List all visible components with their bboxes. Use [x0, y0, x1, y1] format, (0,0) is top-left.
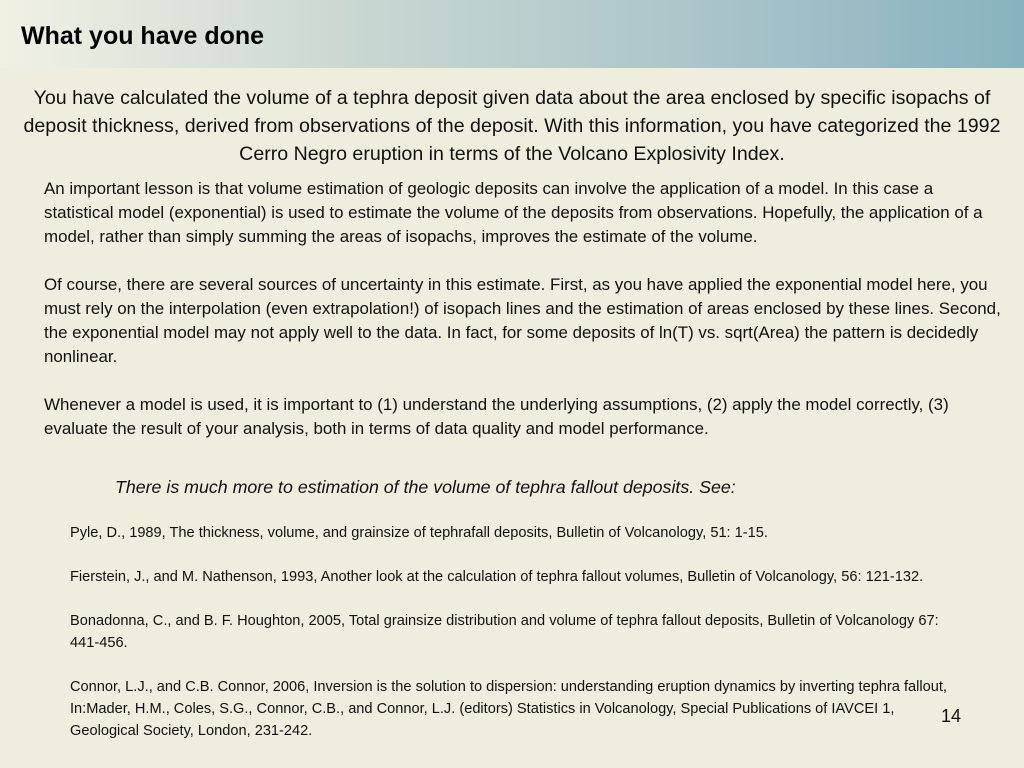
paragraph-uncertainty: Of course, there are several sources of uncertainty in this estimate. First, as you have applied the exponential model here, you must rely on the interpolation (even extrapolation!) of isopach lines and the estimation of areas enclosed by these lines. Second, the exponential model may not apply well to the data. In fact, for some deposits of ln(T) vs. sqrt(Area) the pattern is decidedly nonlinear. — [44, 275, 1001, 366]
slide-title: What you have done — [21, 22, 265, 50]
paragraph-model-use: Whenever a model is used, it is important to (1) understand the underlying assumptions, (2) apply the model correctly, (3) evaluate the result of your analysis, both in terms of data quality and model performance. — [44, 395, 949, 438]
see-more-note: There is much more to estimation of the volume of tephra fallout deposits. See: — [115, 477, 736, 497]
reference-item: Pyle, D., 1989, The thickness, volume, and grainsize of tephrafall deposits, Bulletin of Volcanology, 51: 1-15. — [70, 525, 768, 541]
reference-list — [70, 522, 950, 764]
reference-item: Connor, L.J., and C.B. Connor, 2006, Inversion is the solution to dispersion: understanding eruption dynamics by inverting tephra fallout, In:Mader, H.M., Coles, S.G., Connor, C.B., and Connor, L.J. (editors) Statistics in Volcanology, Special Publications of IAVCEI 1, Geological Society, London, 231-242. — [70, 679, 947, 739]
paragraph-model-lesson: An important lesson is that volume estimation of geologic deposits can involve the application of a model. In this case a statistical model (exponential) is used to estimate the volume of the deposits from observations. Hopefully, the application of a model, rather than simply summing the areas of isopachs, improves the estimate of the volume. — [44, 179, 983, 246]
reference-item: Fierstein, J., and M. Nathenson, 1993, Another look at the calculation of tephra fallout volumes, Bulletin of Volcanology, 56: 121-132. — [70, 569, 924, 585]
page-number: 14 — [941, 706, 962, 726]
body-text — [44, 177, 1004, 465]
reference-item: Bonadonna, C., and B. F. Houghton, 2005, Total grainsize distribution and volume of tephra fallout deposits, Bulletin of Volcanology 67: 441-456. — [70, 613, 939, 651]
intro-paragraph: You have calculated the volume of a tephra deposit given data about the area enclosed by specific isopachs of deposit thickness, derived from observations of the deposit. With this information, you have categorized the 1992 Cerro Negro eruption in terms of the Volcano Explosivity Index. — [23, 87, 1001, 165]
